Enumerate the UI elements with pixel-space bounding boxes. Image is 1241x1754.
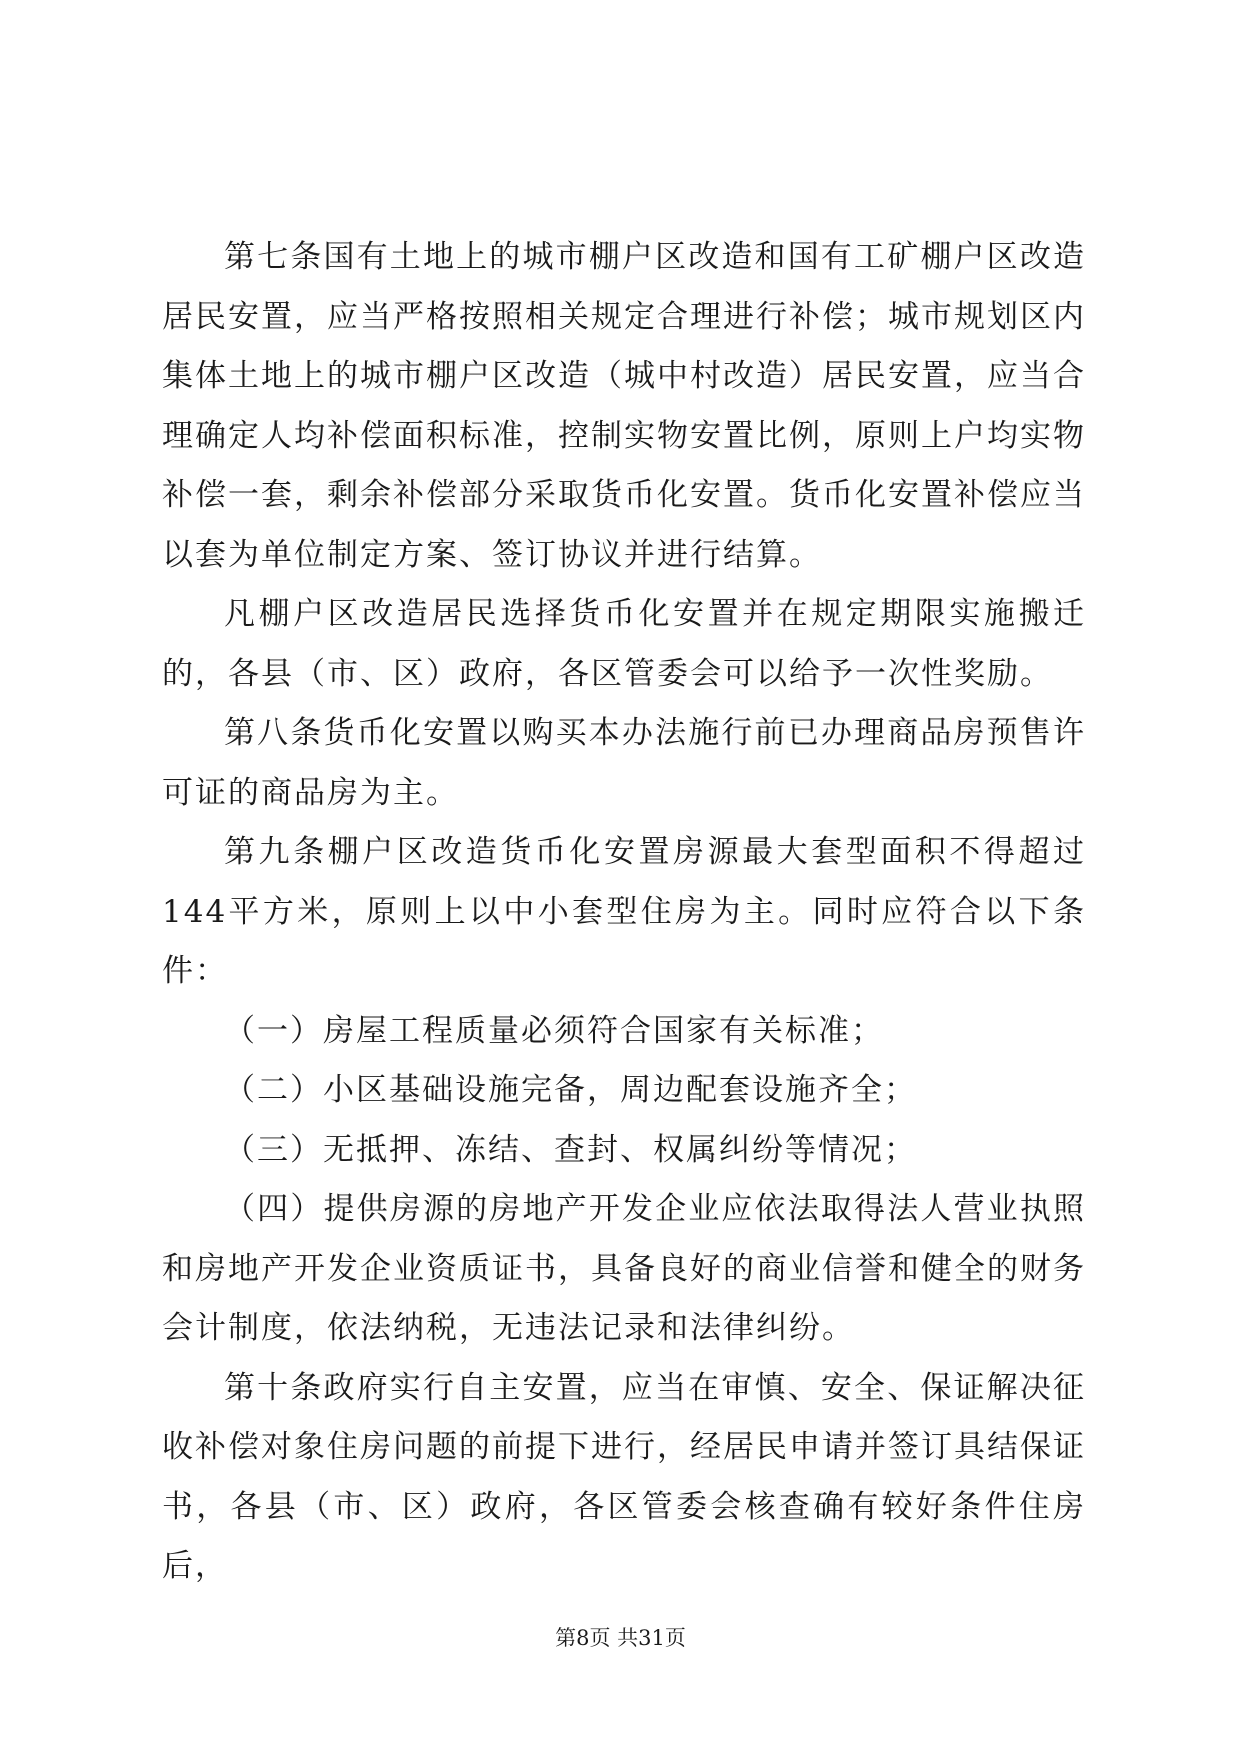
page-footer [0, 1622, 1241, 1652]
list-item-condition-1: （一）房屋工程质量必须符合国家有关标准； [224, 1012, 884, 1049]
paragraph-article-9: 第九条棚户区改造货币化安置房源最大套型面积不得超过144平方米，原则上以中小套型住房为主。同时应符合以下条件： [162, 834, 1086, 989]
page-number: 第8页 共31页 [555, 1626, 686, 1650]
paragraph-article-10: 第十条政府实行自主安置，应当在审慎、安全、保证解决征收补偿对象住房问题的前提下进行，经居民申请并签订具结保证书，各县（市、区）政府，各区管委会核查确有较好条件住房后， [162, 1369, 1086, 1584]
document-body [162, 228, 1086, 1597]
list-item-condition-4: （四）提供房源的房地产开发企业应依法取得法人营业执照和房地产开发企业资质证书，具备良好的商业信誉和健全的财务会计制度，依法纳税，无违法记录和法律纠纷。 [162, 1191, 1086, 1346]
paragraph-monetized-reward: 凡棚户区改造居民选择货币化安置并在规定期限实施搬迁的，各县（市、区）政府，各区管委会可以给予一次性奖励。 [162, 596, 1086, 692]
paragraph-article-7: 第七条国有土地上的城市棚户区改造和国有工矿棚户区改造居民安置，应当严格按照相关规定合理进行补偿；城市规划区内集体土地上的城市棚户区改造（城中村改造）居民安置，应当合理确定人均补偿面积标准，控制实物安置比例，原则上户均实物补偿一套，剩余补偿部分采取货币化安置。货币化安置补偿应当以套为单位制定方案、签订协议并进行结算。 [162, 239, 1086, 573]
paragraph-article-8: 第八条货币化安置以购买本办法施行前已办理商品房预售许可证的商品房为主。 [162, 715, 1086, 811]
list-item-condition-3: （三）无抵押、冻结、查封、权属纠纷等情况； [224, 1131, 917, 1168]
list-item-condition-2: （二）小区基础设施完备，周边配套设施齐全； [224, 1072, 917, 1108]
